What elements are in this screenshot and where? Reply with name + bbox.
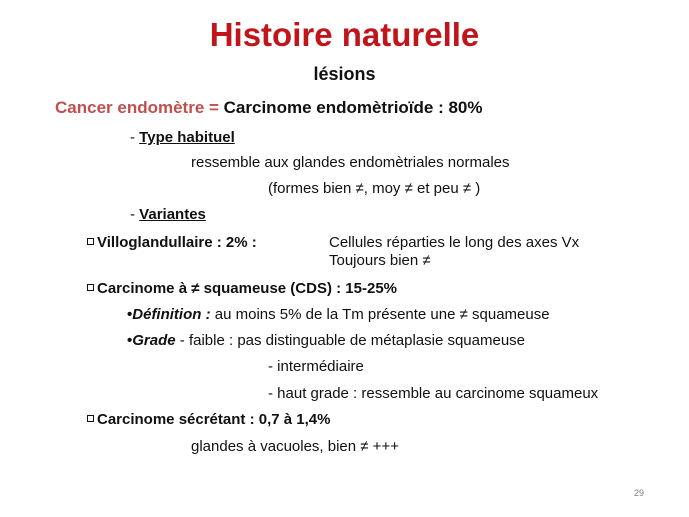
- grade-label: Grade: [132, 332, 176, 349]
- page-number: 29: [633, 488, 644, 498]
- variants-label: Variantes: [139, 206, 206, 223]
- definition-text: au moins 5% de la Tm présente une ≠ squameuse: [210, 306, 550, 323]
- variants-dash: -: [130, 206, 140, 223]
- type-habituel-heading: [130, 129, 235, 146]
- type-label: Type habituel: [139, 129, 235, 146]
- definition-line: [127, 306, 550, 323]
- square-bullet-icon: [87, 415, 94, 422]
- villo-desc-1: Cellules réparties le long des axes Vx: [329, 234, 580, 251]
- slide-subtitle: lésions: [313, 64, 376, 84]
- slide-title: Histoire naturelle: [209, 16, 480, 53]
- cds-label: Carcinome à ≠ squameuse (CDS) : 15-25%: [97, 280, 397, 297]
- grade-line: [127, 332, 525, 349]
- lead-text: Carcinome endomètrioïde : 80%: [223, 98, 483, 117]
- grade-high: - haut grade : ressemble au carcinome squameux: [268, 385, 599, 402]
- lead-label: Cancer endomètre =: [55, 98, 224, 117]
- square-bullet-icon: [87, 238, 94, 245]
- cds-item: [87, 280, 397, 297]
- grade-bullet: •: [127, 332, 133, 349]
- secretant-item: [87, 411, 330, 428]
- villo-desc-2: Toujours bien ≠: [329, 252, 431, 269]
- definition-bullet: •: [127, 306, 133, 323]
- definition-label: Définition :: [132, 306, 211, 323]
- villo-label: Villoglandullaire : 2% :: [97, 234, 257, 251]
- grade-text: - faible : pas distinguable de métaplasie squameuse: [175, 332, 526, 349]
- secretant-label: Carcinome sécrétant : 0,7 à 1,4%: [97, 411, 331, 428]
- grade-intermediate: - intermédiaire: [268, 358, 364, 375]
- type-forms: (formes bien ≠, moy ≠ et peu ≠ ): [268, 180, 481, 197]
- variantes-heading: [130, 206, 206, 223]
- secretant-desc: glandes à vacuoles, bien ≠ +++: [191, 438, 399, 455]
- type-description: ressemble aux glandes endomètriales normales: [191, 154, 510, 171]
- villo-item: [87, 234, 257, 251]
- lead-line: [55, 98, 483, 118]
- square-bullet-icon: [87, 284, 94, 291]
- type-dash: -: [130, 129, 140, 146]
